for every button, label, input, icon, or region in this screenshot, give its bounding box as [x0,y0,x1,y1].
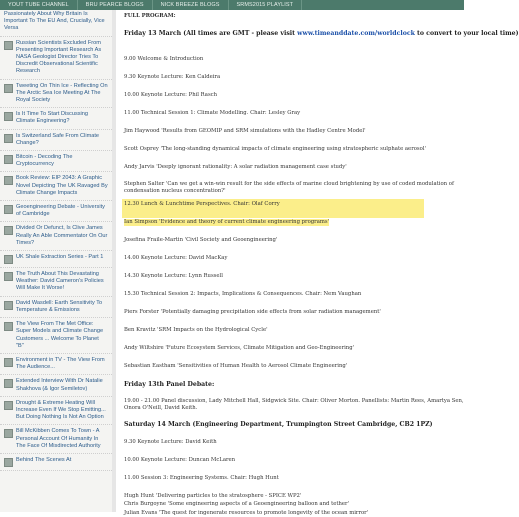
sidebar-item[interactable] [0,80,112,109]
schedule-item: Scott Osprey 'The long-standing dynamical impacts of climate engineering using stratospheric sulphate aerosol' [124,146,426,152]
sidebar-item-link[interactable]: Tweeting On Thin Ice - Reflecting On The Arctic Sea Ice Meeting At The Royal Society [16,82,108,104]
program-content [124,10,519,516]
thumbnail-icon [4,226,13,235]
sidebar-item-link[interactable]: The Truth About This Devastating Weather: David Cameron's Policies Will Make It Worse! [16,271,104,292]
thumbnail-icon [4,41,13,50]
tab-youtube-channel[interactable]: YOUT TUBE CHANNEL [0,0,78,10]
schedule-item-highlighted: Ian Simpson 'Evidence and theory of current climate engineering programs' [124,219,330,225]
sidebar-item-link[interactable]: Bill McKibben Comes To Town - A Personal Account Of Humanity In The Face Of Misdirected Authority [16,428,101,449]
sidebar-item[interactable] [0,354,112,375]
thumbnail-icon [4,205,13,214]
sidebar [0,10,113,512]
sidebar-item[interactable] [0,397,112,426]
sidebar-item[interactable] [0,268,112,297]
panel-detail: Onora O'Neill, David Keith. [124,405,198,411]
sidebar-item[interactable] [0,375,112,396]
thumbnail-icon [4,458,13,467]
schedule-item: Sebastian Eastham 'Sensitivities of Human Health to Aerosol Climate Engineering' [124,363,348,369]
sidebar-item-link[interactable]: Geoengineering Debate - University of Cambridge [16,204,105,218]
sidebar-item-link[interactable]: Divided Or Defunct, Is Clive James Really An Able Commentator On Our Times? [16,225,108,246]
thumbnail-icon [4,401,13,410]
friday-heading: Friday 13 March (All times are GMT - please visit www.timeanddate.com/worldclock to convert to your local time) [124,30,519,37]
schedule-item: Hugh Hunt 'Delivering particles to the stratosphere - SPICE WP2' [124,493,302,499]
sidebar-item-link[interactable]: Extended Interview With Dr Natalie Shakhova (& Igor Semiletov) [16,378,103,392]
schedule-item: 9.00 Welcome & Introduction [124,56,204,62]
sidebar-item[interactable] [0,318,112,354]
program-title: FULL PROGRAM: [124,13,176,19]
sidebar-item[interactable] [0,201,112,222]
thumbnail-icon [4,84,13,93]
sidebar-item[interactable] [0,108,112,129]
schedule-item: Chris Burgoyne 'Some engineering aspects of a Geoengineering balloon and tether' [124,501,350,507]
sidebar-item[interactable] [0,297,112,318]
schedule-item: Jim Haywood 'Results from GEOMIP and SRM simulations with the Hadley Centre Model' [124,128,366,134]
schedule-item: 11.00 Technical Session 1: Climate Modelling. Chair: Lesley Gray [124,110,301,116]
sidebar-item[interactable] [0,454,112,471]
schedule-item-highlighted: 12.30 Lunch & Lunchtime Perspectives. Chair: Olaf Corry [124,201,280,207]
sidebar-item[interactable] [0,251,112,268]
sidebar-item[interactable] [0,172,112,201]
sidebar-item-link[interactable]: Environment in TV - The View From The Audience... [16,356,105,371]
sidebar-item-link[interactable]: Bitcoin - Decoding The Cryptocurrency [16,154,73,168]
tab-srms2015-playlist[interactable]: SRMS2015 PLAYLIST [229,0,303,10]
sidebar-item[interactable] [0,130,112,151]
sidebar-scrollbar[interactable] [112,10,116,512]
worldclock-link[interactable]: www.timeanddate.com/worldclock [297,30,415,37]
schedule-item: Piers Forster 'Potentially damaging precipitation side effects from solar radiation management' [124,309,381,315]
schedule-item: 10.00 Keynote Lecture: Duncan McLaren [124,457,236,463]
sidebar-item[interactable] [0,222,112,251]
thumbnail-icon [4,134,13,143]
panel-detail: 19.00 - 21.00 Panel discussion, Lady Mitchell Hall, Sidgwick Site. Chair: Oliver Morton. Panellists: Martin Rees, Amartya Sen, [124,398,464,404]
schedule-item: Ben Kravitz 'SRM Impacts on the Hydrological Cycle' [124,327,268,333]
sidebar-item-link[interactable]: The View From The Met Office: Super Models and Climate Change Customers ... Welcome To Planet "B" [16,321,104,349]
tab-bru-pearce-blogs[interactable]: BRU PEARCE BLOGS [78,0,153,10]
thumbnail-icon [4,379,13,388]
sidebar-item[interactable] [0,10,112,37]
schedule-item: 14.30 Keynote Lecture: Lynn Russell [124,273,223,279]
top-nav-bar [0,0,464,10]
thumbnail-icon [4,155,13,164]
sidebar-item-link[interactable]: Drought & Extreme Heating Will Increase Even If We Stop Emitting... But Doing Nothing Is Not An Option [16,399,106,421]
schedule-item: 14.00 Keynote Lecture: David MacKay [124,255,228,261]
thumbnail-icon [4,272,13,281]
thumbnail-icon [4,112,13,121]
thumbnail-icon [4,176,13,185]
thumbnail-icon [4,322,13,331]
sidebar-item-link[interactable]: UK Shale Extraction Series - Part 1 [16,254,104,261]
sidebar-item[interactable] [0,425,112,454]
thumbnail-icon [4,429,13,438]
schedule-item: condensation nucleus concentration?' [124,188,226,194]
sidebar-item-link[interactable]: Behind The Scenes At [16,456,72,463]
schedule-item: 10.00 Keynote Lecture: Phil Rasch [124,92,218,98]
sidebar-item-link[interactable]: Book Review: EIP 2043: A Graphic Novel Depicting The UK Ravaged By Climate Change Impacts [16,175,108,196]
sidebar-item-link[interactable]: Is It Time To Start Discussing Climate Engineering? [16,111,89,125]
tab-nick-breeze-blogs[interactable]: NICK BREEZE BLOGS [153,0,229,10]
sidebar-item[interactable] [0,37,112,80]
thumbnail-icon [4,301,13,310]
sidebar-item-link[interactable]: David Wasdell: Earth Sensitivity To Temperature & Emissions [16,299,103,313]
sidebar-item[interactable] [0,151,112,172]
schedule-item: Josefina Fraile-Martin 'Civil Society and Geoengineering' [124,237,278,243]
sidebar-item-link[interactable]: Passionately About Why Britain Is Important To The EU And, Crucially, Vice Versa [4,11,105,32]
schedule-item: 15.30 Technical Session 2: Impacts, Implications & Consequences. Chair: Nem Vaughan [124,291,362,297]
schedule-item: Andy Jarvis 'Deeply ignorant rationality: A solar radiation management case study' [124,164,347,170]
schedule-item: Andy Wiltshire 'Future Ecosystem Services, Climate Mitigation and Geo-Engineering' [124,345,355,351]
schedule-item: Stephen Salter 'Can we get a win-win result for the side effects of marine cloud brightening by use of coded modulation of [124,181,454,187]
sidebar-item-link[interactable]: Is Switzerland Safe From Climate Change? [16,132,99,146]
schedule-item: 11.00 Session 3: Engineering Systems. Chair: Hugh Hunt [124,475,279,481]
schedule-item: 9.30 Keynote Lecture: David Keith [124,439,217,445]
sidebar-item-link[interactable]: Russian Scientists Excluded From Presenting Important Research As NASA Geologist Director Tries To Discredit Observational Scientific Research [16,39,102,75]
saturday-heading: Saturday 14 March (Engineering Department, Trumpington Street Cambridge, CB2 1PZ) [124,421,433,428]
thumbnail-icon [4,255,13,264]
schedule-item: 9.30 Keynote Lecture: Ken Caldeira [124,74,221,80]
thumbnail-icon [4,358,13,367]
panel-heading: Friday 13th Panel Debate: [124,381,215,388]
schedule-item: Julian Evans 'The quest for ingenerate resources to promote longevity of the ocean mirror' [124,510,369,516]
